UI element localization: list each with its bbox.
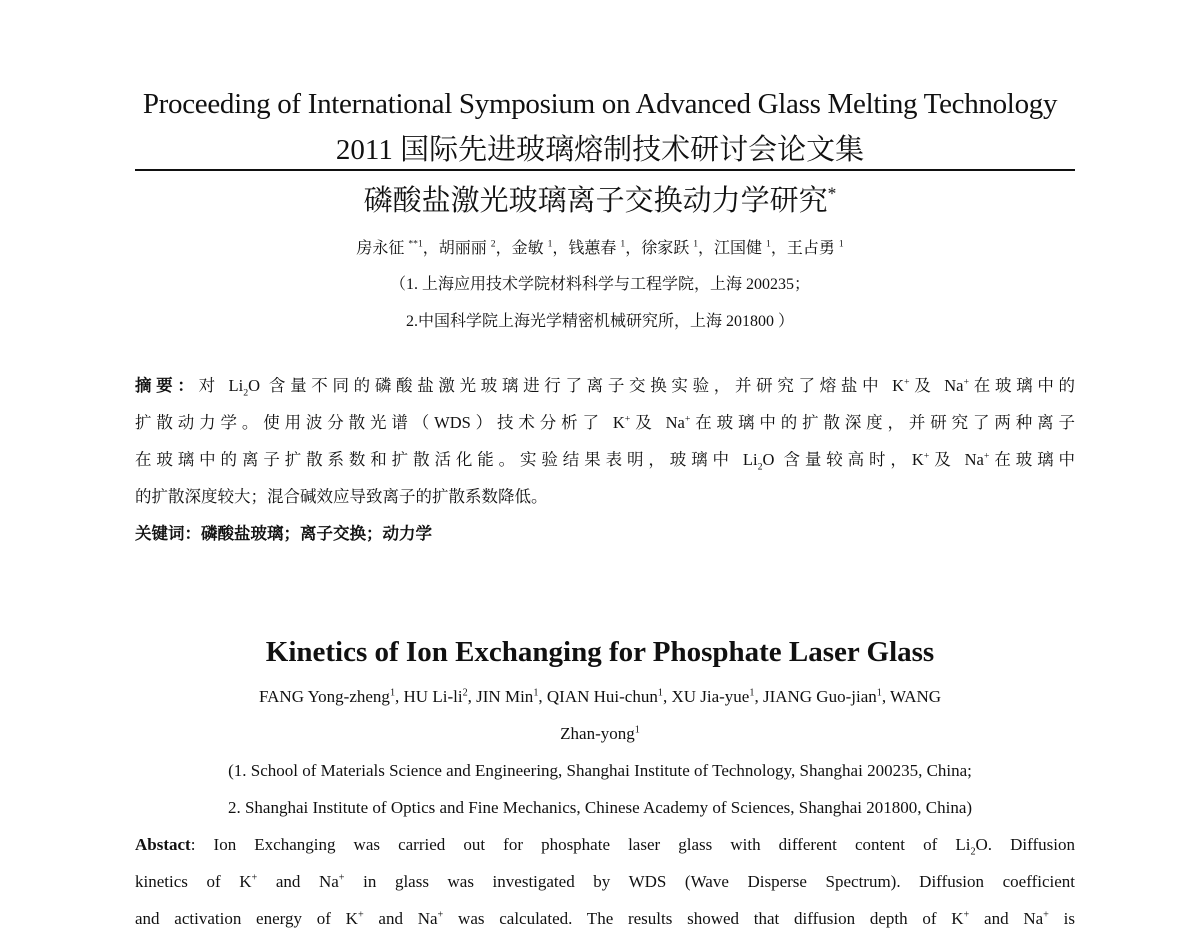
superscript: 2 [490, 238, 496, 250]
superscript: + [983, 450, 990, 462]
superscript: + [251, 872, 258, 884]
text-segment: ，金敏 [495, 240, 548, 257]
superscript: * [827, 183, 837, 204]
text-segment: , QIAN Hui-chun [538, 687, 658, 706]
text-segment: 2011 国际先进玻璃熔制技术研讨会论文集 [335, 134, 865, 166]
text-segment: 磷酸盐激光玻璃离子交换动力学研究 [363, 185, 828, 217]
text-segment: 房永征 [356, 240, 409, 257]
superscript: + [1043, 909, 1049, 921]
text-segment: O 含量较高时，K [762, 450, 924, 469]
text-segment: ，徐家跃 [625, 240, 694, 257]
text-segment: 扩散动力学。使用波分散光谱（WDS）技术分析了 K [135, 413, 625, 432]
superscript: + [923, 450, 930, 462]
text-segment: Abstact [135, 835, 191, 854]
text-segment: is [1048, 909, 1075, 928]
superscript: 1 [389, 687, 396, 699]
abstract-cn-line [135, 372, 1076, 399]
superscript: + [437, 909, 444, 921]
superscript: 1 [766, 238, 771, 250]
text-segment: 2. Shanghai Institute of Optics and Fine Mechanics, Chinese Academy of Sciences, Shanghai 201800, China) [227, 798, 973, 817]
text-segment: 及 Na [909, 376, 964, 395]
authors-cn [0, 235, 1200, 258]
superscript: 1 [657, 687, 663, 699]
subscript: 2 [970, 846, 976, 858]
text-segment: 摘要： [135, 376, 199, 395]
paper-title-en [0, 636, 1200, 669]
superscript: 1 [749, 687, 755, 699]
text-segment: , JIANG Guo-jian [754, 687, 877, 706]
text-segment: and Na [257, 872, 339, 891]
affiliation-en-2 [0, 798, 1200, 818]
text-segment: 的扩散深度较大；混合碱效应导致离子的扩散系数降低。 [135, 487, 548, 506]
text-segment: Kinetics of Ion Exchanging for Phosphate Laser Glass [265, 636, 935, 668]
superscript: 1 [693, 238, 699, 250]
text-segment: 在玻璃中的扩散深度，并研究了两种离子 [690, 413, 1075, 432]
superscript: + [963, 909, 970, 921]
header-rule [135, 169, 1075, 171]
text-segment: ，王占勇 [770, 240, 839, 257]
text-segment: (1. School of Materials Science and Engineering, Shanghai Institute of Technology, Shanghai 200235, China; [228, 761, 972, 780]
superscript: 2 [462, 687, 468, 699]
affiliation-cn-1 [0, 271, 1200, 294]
superscript: + [684, 413, 691, 425]
abstract-en-line [135, 909, 1075, 929]
text-segment: O. Diffusion [975, 835, 1075, 854]
text-segment: ，江国健 [698, 240, 767, 257]
superscript: 1 [876, 687, 882, 699]
text-segment: and Na [969, 909, 1044, 928]
abstract-en-line [135, 835, 1075, 858]
text-segment: : Ion Exchanging was carried out for phosphate laser glass with different content of Li [190, 835, 971, 854]
text-segment: 在玻璃中 [989, 450, 1075, 469]
text-segment: kinetics of K [135, 872, 252, 891]
text-segment: ，钱蕙春 [552, 240, 621, 257]
text-segment: 在玻璃中的 [969, 376, 1076, 395]
text-segment: 在玻璃中的离子扩散系数和扩散活化能。实验结果表明，玻璃中 Li [135, 450, 758, 469]
text-segment: , WANG [881, 687, 942, 706]
abstract-cn-line [135, 446, 1075, 473]
keywords-cn [135, 520, 432, 544]
text-segment: and activation energy of K [135, 909, 358, 928]
subscript: 2 [243, 387, 249, 399]
superscript: + [357, 909, 364, 921]
text-segment: 及 Na [630, 413, 685, 432]
text-segment: in glass was investigated by WDS (Wave Disperse Spectrum). Diffusion coefficient [344, 872, 1075, 891]
affiliation-en-1 [0, 761, 1200, 781]
text-segment: 2.中国科学院上海光学精密机械研究所，上海 201800 ） [405, 313, 794, 330]
superscript: 1 [620, 238, 626, 250]
superscript: + [624, 413, 631, 425]
affiliation-cn-2 [0, 308, 1200, 331]
abstract-en-line [135, 872, 1075, 892]
text-segment: and Na [363, 909, 438, 928]
proceedings-title [0, 88, 1200, 121]
superscript: + [904, 376, 910, 388]
superscript: 1 [634, 724, 640, 736]
abstract-cn-line [135, 483, 548, 507]
superscript: 1 [547, 238, 553, 250]
superscript: **1 [408, 238, 423, 250]
text-segment: FANG Yong-zheng [258, 687, 390, 706]
abstract-cn-line [135, 409, 1075, 433]
text-segment: （1. 上海应用技术学院材料科学与工程学院，上海 200235； [389, 276, 810, 293]
text-segment: O 含量不同的磷酸盐激光玻璃进行了离子交换实验，并研究了熔盐中 K [248, 376, 904, 395]
superscript: 1 [533, 687, 539, 699]
authors-en-cont [0, 724, 1200, 744]
paper-title-cn [0, 178, 1200, 219]
authors-en [0, 687, 1200, 707]
text-segment: , XU Jia-yue [662, 687, 750, 706]
text-segment: 对 Li [198, 376, 244, 395]
superscript: + [963, 376, 970, 388]
text-segment: , HU Li-li [395, 687, 463, 706]
text-segment: , JIN Min [467, 687, 534, 706]
subscript: 2 [757, 461, 763, 473]
superscript: + [338, 872, 345, 884]
text-segment: Proceeding of International Symposium on Advanced Glass Melting Technology [142, 88, 1058, 120]
text-segment: Zhan-yong [560, 724, 635, 743]
proceedings-title-cn [0, 127, 1200, 168]
text-segment: ，胡丽丽 [422, 240, 491, 257]
text-segment: 关键词：磷酸盐玻璃；离子交换；动力学 [135, 524, 432, 543]
superscript: 1 [838, 238, 844, 250]
text-segment: 及 Na [929, 450, 984, 469]
text-segment: was calculated. The results showed that diffusion depth of K [443, 909, 964, 928]
